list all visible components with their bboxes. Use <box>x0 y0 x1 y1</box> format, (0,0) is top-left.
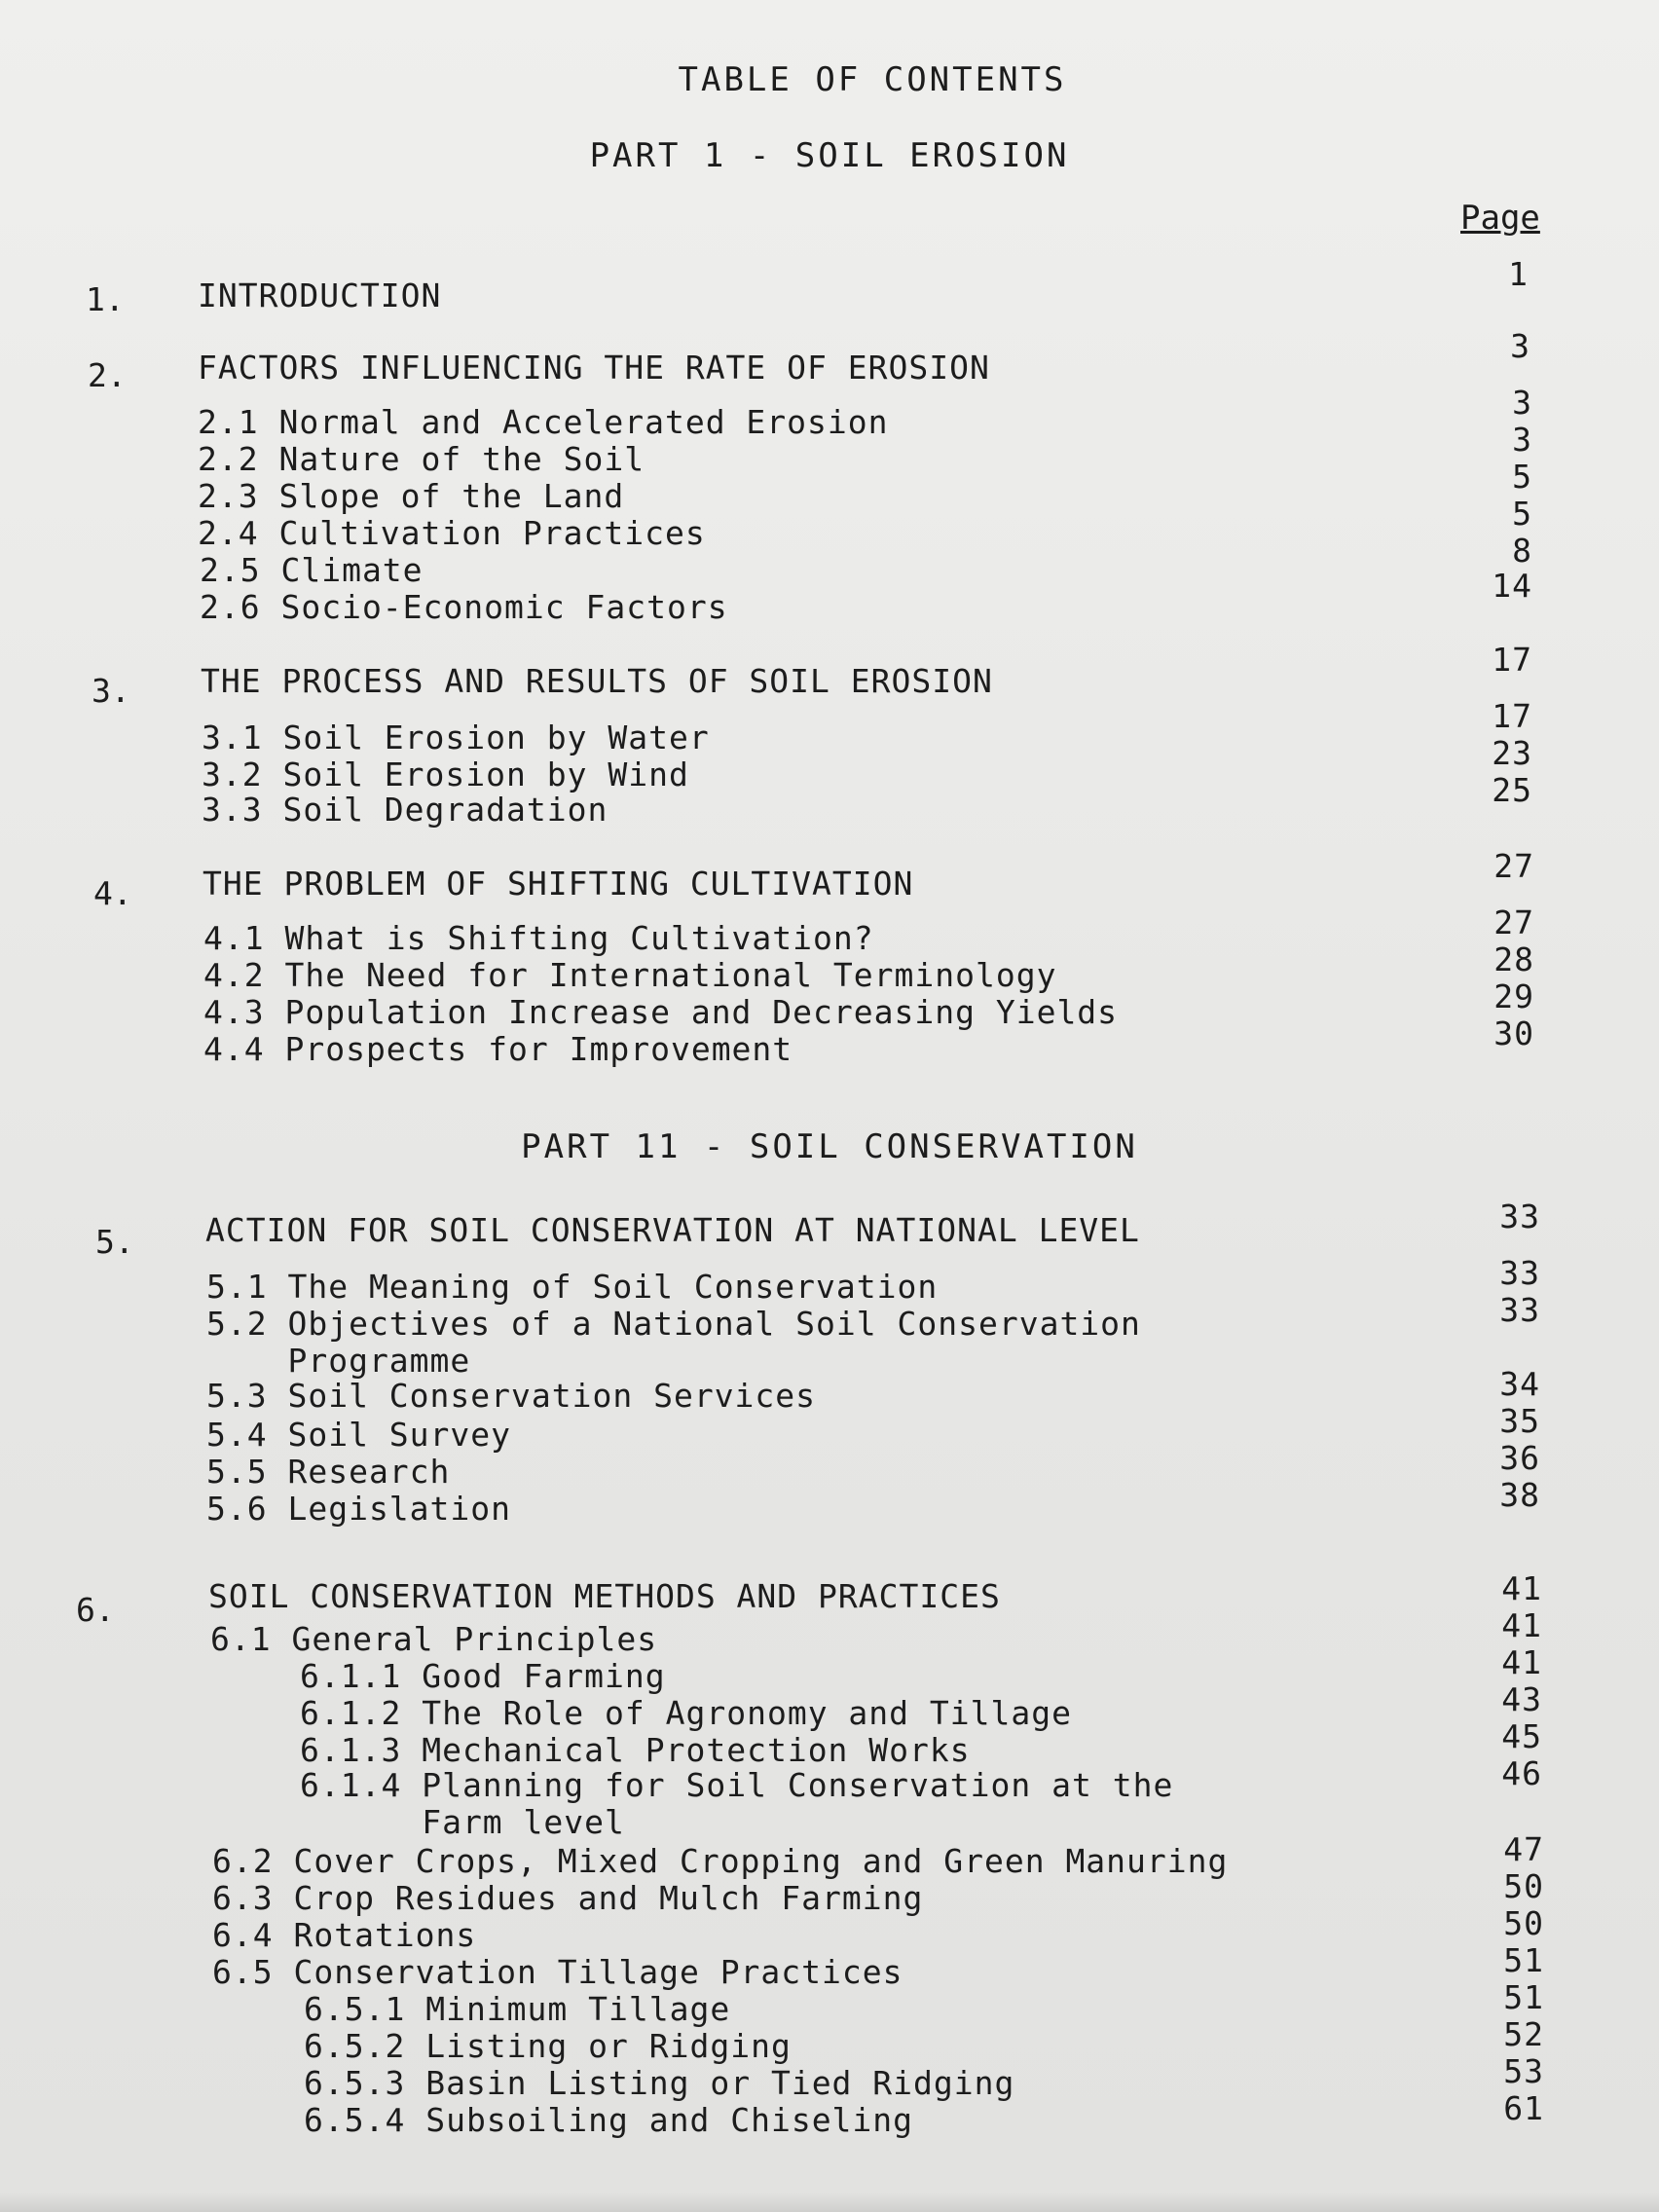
page-number: 51 <box>1503 1978 1544 2016</box>
page-number: 5 <box>1512 458 1532 496</box>
page-number: 8 <box>1512 532 1532 570</box>
toc-entry: ACTION FOR SOIL CONSERVATION AT NATIONAL LEVEL <box>205 1211 1140 1249</box>
page-number: 3 <box>1512 384 1532 422</box>
toc-entry: INTRODUCTION <box>198 276 442 314</box>
page-number: 17 <box>1492 641 1532 679</box>
page-number: 3 <box>1512 421 1532 459</box>
toc-entry: Programme <box>206 1342 471 1380</box>
toc-entry: FACTORS INFLUENCING THE RATE OF EROSION <box>198 349 990 387</box>
section-number: 6. <box>76 1591 115 1629</box>
page-number: 38 <box>1499 1476 1540 1514</box>
toc-entry: 2.3 Slope of the Land <box>198 477 625 515</box>
page-number: 61 <box>1503 2089 1544 2127</box>
toc-entry: 4.1 What is Shifting Cultivation? <box>203 919 874 957</box>
toc-entry: 4.3 Population Increase and Decreasing Yields <box>203 993 1119 1031</box>
page-number: 53 <box>1503 2052 1544 2090</box>
toc-entry: 2.4 Cultivation Practices <box>198 514 706 552</box>
toc-entry: 5.1 The Meaning of Soil Conservation <box>206 1268 939 1306</box>
toc-entry: 5.5 Research <box>206 1453 451 1491</box>
page-number: 33 <box>1499 1254 1540 1292</box>
section-number: 3. <box>92 672 130 710</box>
page-number: 34 <box>1499 1365 1540 1403</box>
section-number: 1. <box>86 280 125 318</box>
page-number: 33 <box>1499 1198 1540 1235</box>
page-number: 51 <box>1503 1941 1544 1979</box>
toc-entry: 6.1.4 Planning for Soil Conservation at the <box>300 1766 1174 1804</box>
part-1-heading: PART 1 - SOIL EROSION <box>589 136 1070 175</box>
toc-entry: THE PROCESS AND RESULTS OF SOIL EROSION <box>201 662 993 700</box>
section-number: 5. <box>95 1223 134 1261</box>
toc-entry: 6.1.1 Good Farming <box>300 1657 666 1695</box>
page-title: TABLE OF CONTENTS <box>678 60 1067 99</box>
page-number: 1 <box>1508 255 1529 293</box>
toc-entry: 3.1 Soil Erosion by Water <box>202 719 710 756</box>
page-number: 47 <box>1503 1830 1544 1868</box>
toc-entry: SOIL CONSERVATION METHODS AND PRACTICES <box>208 1577 1001 1615</box>
toc-entry: 5.3 Soil Conservation Services <box>206 1377 817 1415</box>
page-number: 52 <box>1503 2015 1544 2053</box>
page-number: 27 <box>1493 847 1534 885</box>
page-number: 45 <box>1501 1717 1542 1755</box>
page-number: 50 <box>1503 1867 1544 1905</box>
page-number: 50 <box>1503 1904 1544 1942</box>
page-number: 28 <box>1493 940 1534 978</box>
page-number: 23 <box>1492 734 1532 772</box>
page-bottom-edge <box>0 2193 1659 2212</box>
part-2-heading: PART 11 - SOIL CONSERVATION <box>521 1127 1138 1166</box>
toc-entry: 6.5 Conservation Tillage Practices <box>212 1953 903 1991</box>
toc-entry: 4.4 Prospects for Improvement <box>203 1030 793 1068</box>
toc-entry: 4.2 The Need for International Terminology <box>203 956 1057 994</box>
page-number: 14 <box>1492 567 1532 605</box>
toc-entry: 5.6 Legislation <box>206 1490 512 1528</box>
page-number: 41 <box>1501 1569 1542 1607</box>
page-number: 25 <box>1492 771 1532 809</box>
section-number: 2. <box>88 356 127 394</box>
page-number: 29 <box>1493 977 1534 1015</box>
toc-entry: 3.3 Soil Degradation <box>202 791 608 829</box>
page-number: 46 <box>1501 1754 1542 1792</box>
toc-entry: 6.4 Rotations <box>212 1916 477 1954</box>
toc-entry: 6.3 Crop Residues and Mulch Farming <box>212 1879 924 1917</box>
toc-entry: 5.2 Objectives of a National Soil Conservation <box>206 1305 1141 1343</box>
toc-entry: 6.5.3 Basin Listing or Tied Ridging <box>304 2064 1015 2102</box>
toc-entry: 6.1.2 The Role of Agronomy and Tillage <box>300 1694 1072 1732</box>
toc-entry: Farm level <box>300 1803 625 1841</box>
page-number: 43 <box>1501 1680 1542 1718</box>
toc-entry: 2.5 Climate <box>200 551 424 589</box>
toc-entry: 2.1 Normal and Accelerated Erosion <box>198 403 889 441</box>
toc-entry: 3.2 Soil Erosion by Wind <box>202 756 689 793</box>
toc-entry: 2.6 Socio-Economic Factors <box>200 588 728 626</box>
toc-entry: 6.5.2 Listing or Ridging <box>304 2027 792 2065</box>
page-number: 41 <box>1501 1606 1542 1644</box>
toc-entry: 5.4 Soil Survey <box>206 1416 512 1454</box>
toc-entry: 6.5.1 Minimum Tillage <box>304 1990 731 2028</box>
page-number: 36 <box>1499 1439 1540 1477</box>
page-number: 30 <box>1493 1014 1534 1052</box>
toc-entry: 6.1 General Principles <box>210 1620 658 1658</box>
page-number: 3 <box>1510 327 1530 365</box>
page-number: 27 <box>1493 903 1534 941</box>
page-number: 33 <box>1499 1291 1540 1329</box>
page-number: 35 <box>1499 1402 1540 1440</box>
page-number: 17 <box>1492 697 1532 735</box>
toc-entry: 6.5.4 Subsoiling and Chiseling <box>304 2101 914 2139</box>
page-number: 5 <box>1512 495 1532 533</box>
toc-entry: 6.1.3 Mechanical Protection Works <box>300 1731 971 1769</box>
toc-entry: 2.2 Nature of the Soil <box>198 440 645 478</box>
section-number: 4. <box>93 874 132 912</box>
page-number: 41 <box>1501 1643 1542 1681</box>
toc-entry: 6.2 Cover Crops, Mixed Cropping and Green Manuring <box>212 1842 1229 1880</box>
page-column-label: Page <box>1460 199 1540 238</box>
toc-entry: THE PROBLEM OF SHIFTING CULTIVATION <box>203 865 914 903</box>
